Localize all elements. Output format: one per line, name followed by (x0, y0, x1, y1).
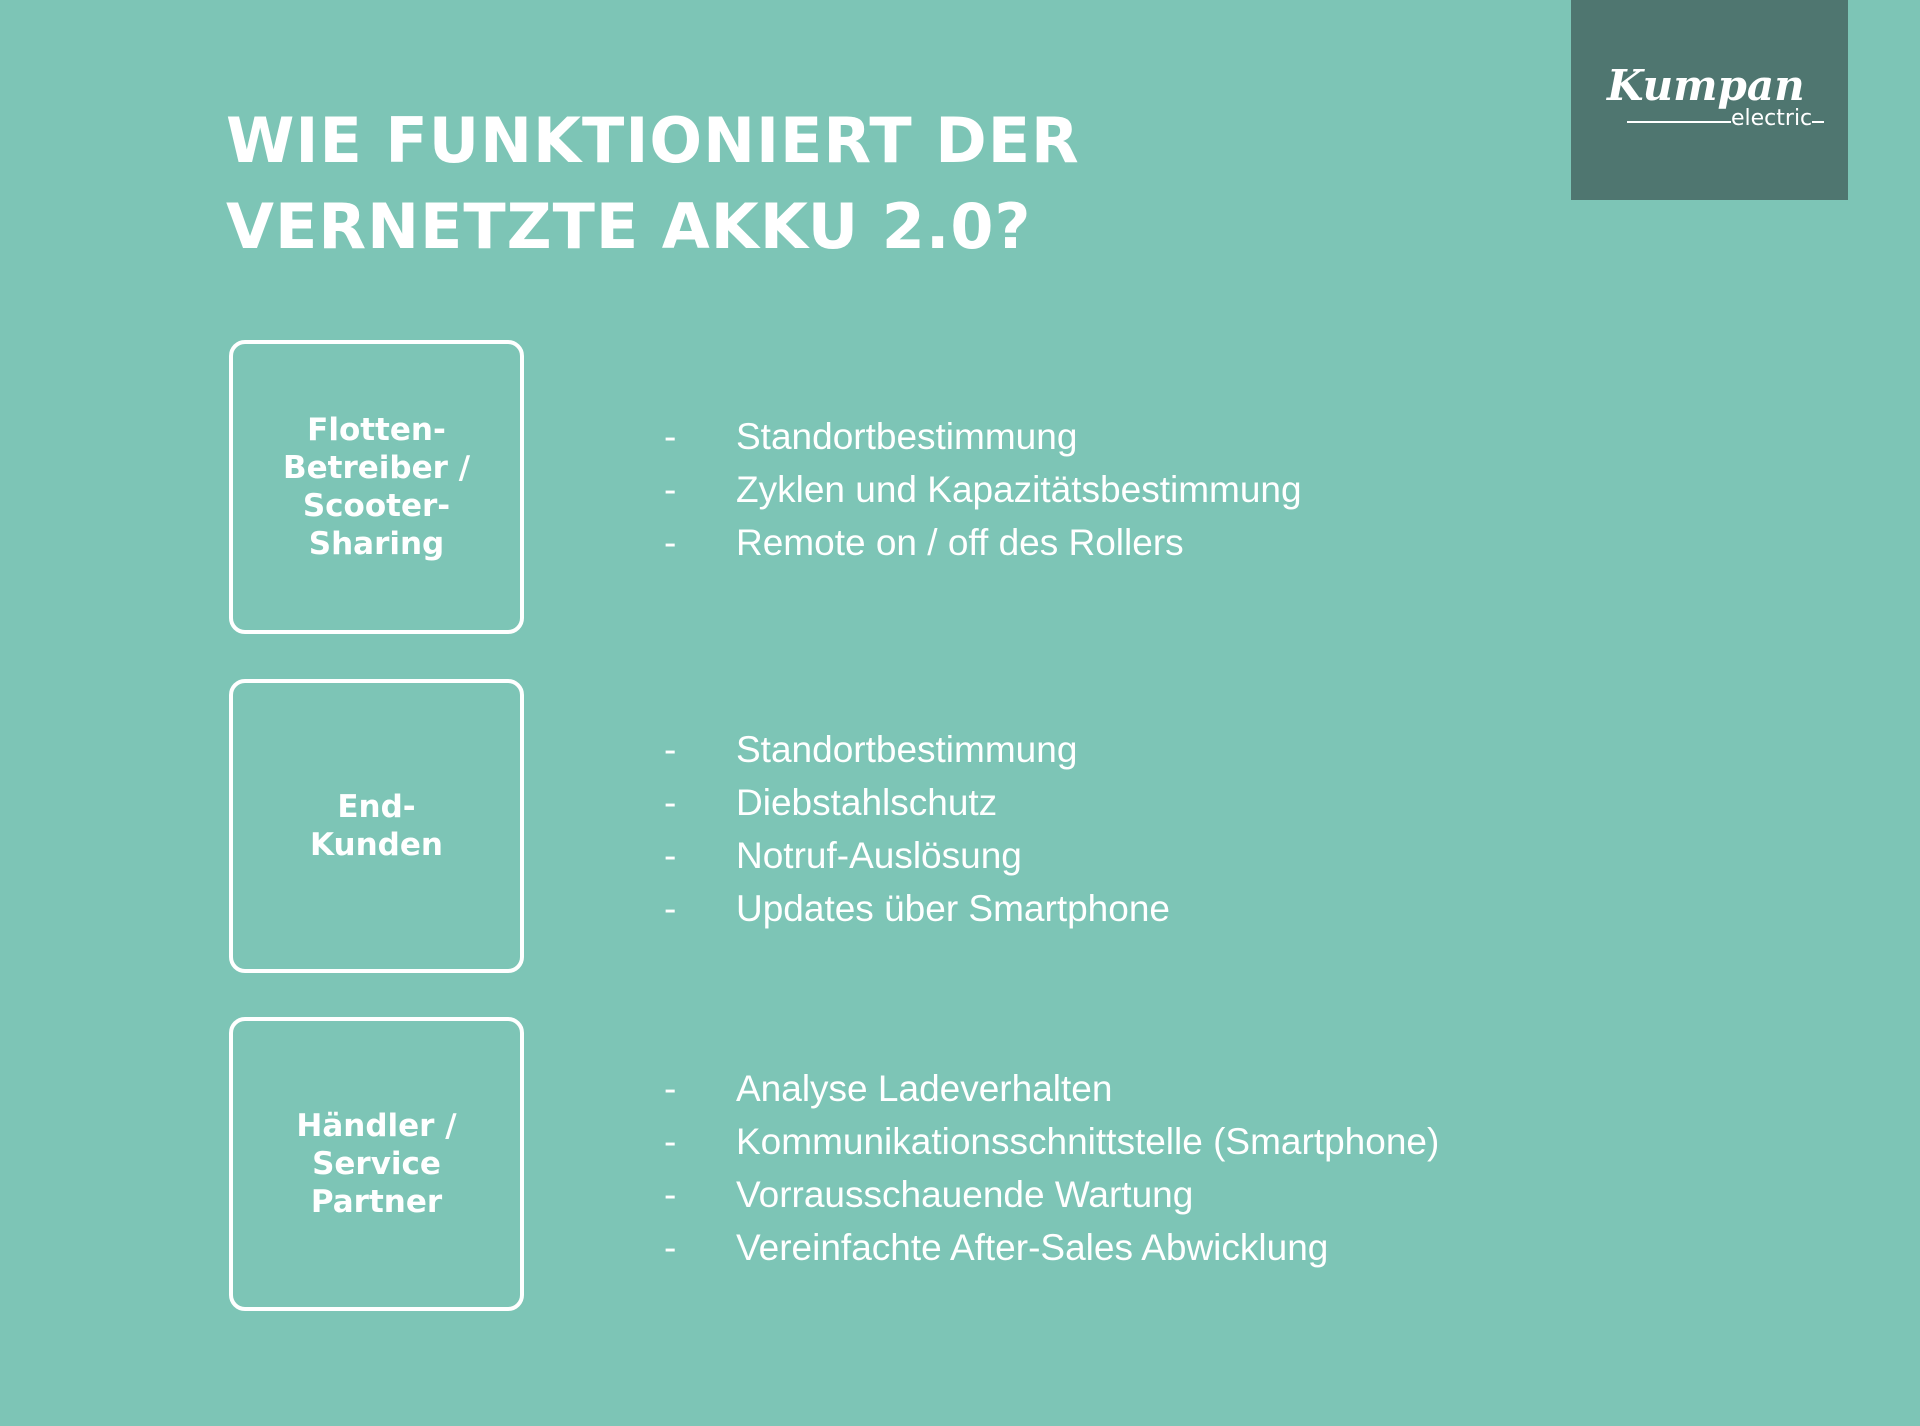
feature-item (664, 829, 1170, 882)
bullet-dash: - (664, 888, 677, 929)
feature-item (664, 1062, 1439, 1115)
group-label-dealers: Händler / Service Partner (296, 1108, 457, 1220)
group-box-dealers (229, 1017, 524, 1311)
group-box-fleet-operators (229, 340, 524, 634)
feature-item (664, 1115, 1439, 1168)
feature-text: Updates über Smartphone (736, 888, 1170, 929)
feature-item (664, 516, 1302, 569)
feature-item (664, 882, 1170, 935)
feature-text: Remote on / off des Rollers (736, 522, 1184, 563)
group-label-fleet-operators: Flotten- Betreiber / Scooter- Sharing (282, 412, 471, 562)
bullet-dash: - (664, 416, 677, 457)
feature-text: Vereinfachte After-Sales Abwicklung (736, 1227, 1329, 1268)
feature-item (664, 1168, 1439, 1221)
bullet-dash: - (664, 1227, 677, 1268)
page-title (226, 98, 1080, 270)
feature-text: Standortbestimmung (736, 416, 1078, 457)
feature-text: Diebstahlschutz (736, 782, 998, 823)
bullet-dash: - (664, 522, 677, 563)
feature-item (664, 723, 1170, 776)
feature-item (664, 1221, 1439, 1274)
bullet-dash: - (664, 1068, 677, 1109)
feature-list-fleet-operators (664, 410, 1302, 569)
feature-item (664, 776, 1170, 829)
feature-list-dealers (664, 1062, 1439, 1274)
feature-text: Standortbestimmung (736, 729, 1078, 770)
feature-text: Zyklen und Kapazitätsbestimmung (736, 469, 1302, 510)
page-title-line-2: VERNETZTE AKKU 2.0? (226, 190, 1032, 263)
group-label-end-customers: End- Kunden (310, 789, 443, 863)
brand-logo (1571, 0, 1848, 200)
bullet-dash: - (664, 1121, 677, 1162)
bullet-dash: - (664, 835, 677, 876)
bullet-dash: - (664, 469, 677, 510)
feature-list-end-customers (664, 723, 1170, 935)
feature-text: Kommunikationsschnittstelle (Smartphone) (736, 1121, 1440, 1162)
logo-underline (1627, 121, 1731, 123)
bullet-dash: - (664, 1174, 677, 1215)
bullet-dash: - (664, 729, 677, 770)
page-title-line-1: WIE FUNKTIONIERT DER (226, 104, 1080, 177)
group-box-end-customers (229, 679, 524, 973)
bullet-dash: - (664, 782, 677, 823)
feature-text: Vorrausschauende Wartung (736, 1174, 1194, 1215)
feature-item (664, 410, 1302, 463)
feature-item (664, 463, 1302, 516)
logo-subtitle: electric (1731, 106, 1813, 131)
logo-wordmark: Kumpan (1607, 61, 1805, 110)
feature-text: Analyse Ladeverhalten (736, 1068, 1113, 1109)
feature-text: Notruf-Auslösung (736, 835, 1022, 876)
logo-subtitle-tail (1812, 121, 1824, 123)
